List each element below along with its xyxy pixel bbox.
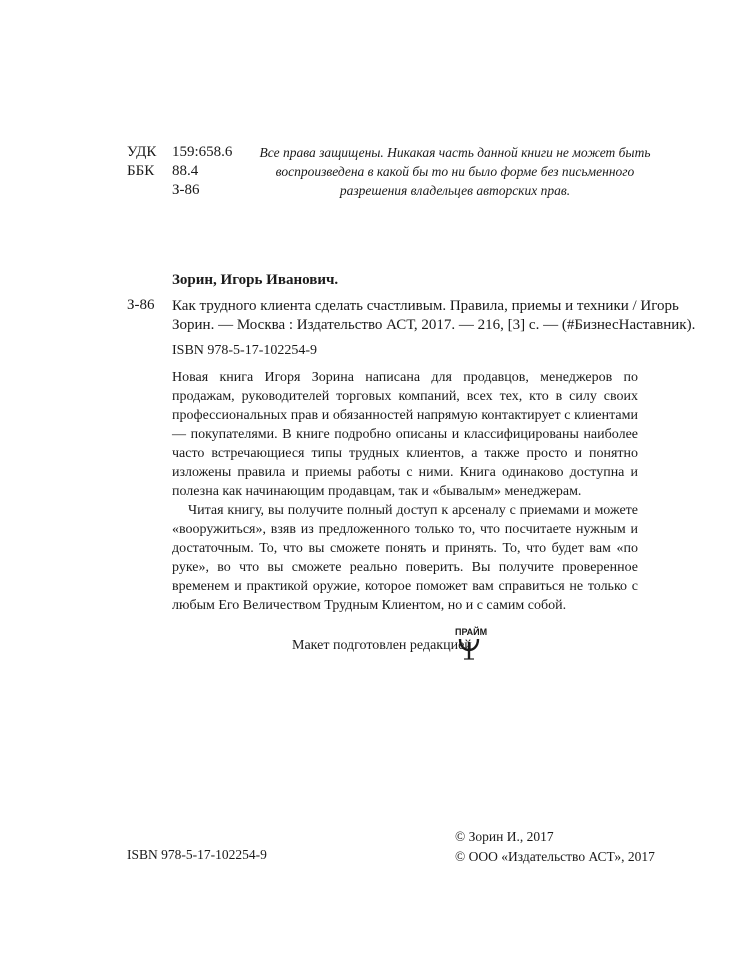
copyrights <box>455 827 655 867</box>
prime-logo-icon <box>457 637 481 661</box>
bbk-label: ББК <box>127 163 155 179</box>
prime-logo-text: ПРАЙМ <box>455 627 488 637</box>
udk-label: УДК <box>127 144 157 160</box>
rights-notice <box>255 143 655 200</box>
udk-value: 159:658.6 <box>172 144 233 160</box>
copyright-line: © ООО «Издательство АСТ», 2017 <box>455 849 655 864</box>
annotation-paragraph: Новая книга Игоря Зорина написана для продавцов, менеджеров по продажам, руководителей торговых компаний, всех тех, кто в силу своих профессиональных прав и обязанностей напрямую контактирует с клиентами — покупателями. В книге подробно описаны и классифицированы наиболее часто встречающиеся типы трудных клиентов, а также просто и понятно изложены правила и приемы работы с ними. Книга одинаково доступна и полезна как начинающим продавцам, так и «бывалым» менеджерам. <box>172 370 638 499</box>
annotation <box>172 368 638 615</box>
bbk-value: 88.4 <box>172 163 199 179</box>
biblio-line: Как трудного клиента сделать счастливым. Правила, приемы и техники / Игорь <box>172 298 679 314</box>
author-heading: Зорин, Игорь Иванович. <box>172 272 339 288</box>
copyright-line: © Зорин И., 2017 <box>455 829 554 844</box>
rights-line: разрешения владельцев авторских прав. <box>339 183 571 198</box>
biblio-line: Зорин. — Москва : Издательство АСТ, 2017. — 216, [3] с. — (#БизнесНаставник). <box>172 317 696 333</box>
rights-line: воспроизведена в какой бы то ни было форме без письменного <box>275 164 635 179</box>
annotation-paragraph: Читая книгу, вы получите полный доступ к арсеналу с приемами и можете «вооружиться», взяв из предложенного только то, что посчитаете нужным и достаточным. То, что вы сможете понять и принять. То, что будет вам «по руке», во что вы сможете реально поверить. Вы получите проверенное временем и практикой оружие, которое поможет вам справиться не только с любым Его Величеством Трудным Клиентом, но и с самим собой. <box>172 503 638 613</box>
author-mark: З-86 <box>172 182 200 198</box>
maket-line <box>292 638 472 654</box>
author-mark-side: З-86 <box>127 297 155 313</box>
isbn-top: ISBN 978-5-17-102254-9 <box>172 343 318 358</box>
isbn-bottom: ISBN 978-5-17-102254-9 <box>127 847 267 862</box>
maket-text: Макет подготовлен редакцией <box>292 638 472 653</box>
prime-logo <box>455 627 495 663</box>
bibliographic-description <box>172 297 696 335</box>
classification-block <box>127 143 267 203</box>
rights-line: Все права защищены. Никакая часть данной книги не может быть <box>259 145 651 160</box>
